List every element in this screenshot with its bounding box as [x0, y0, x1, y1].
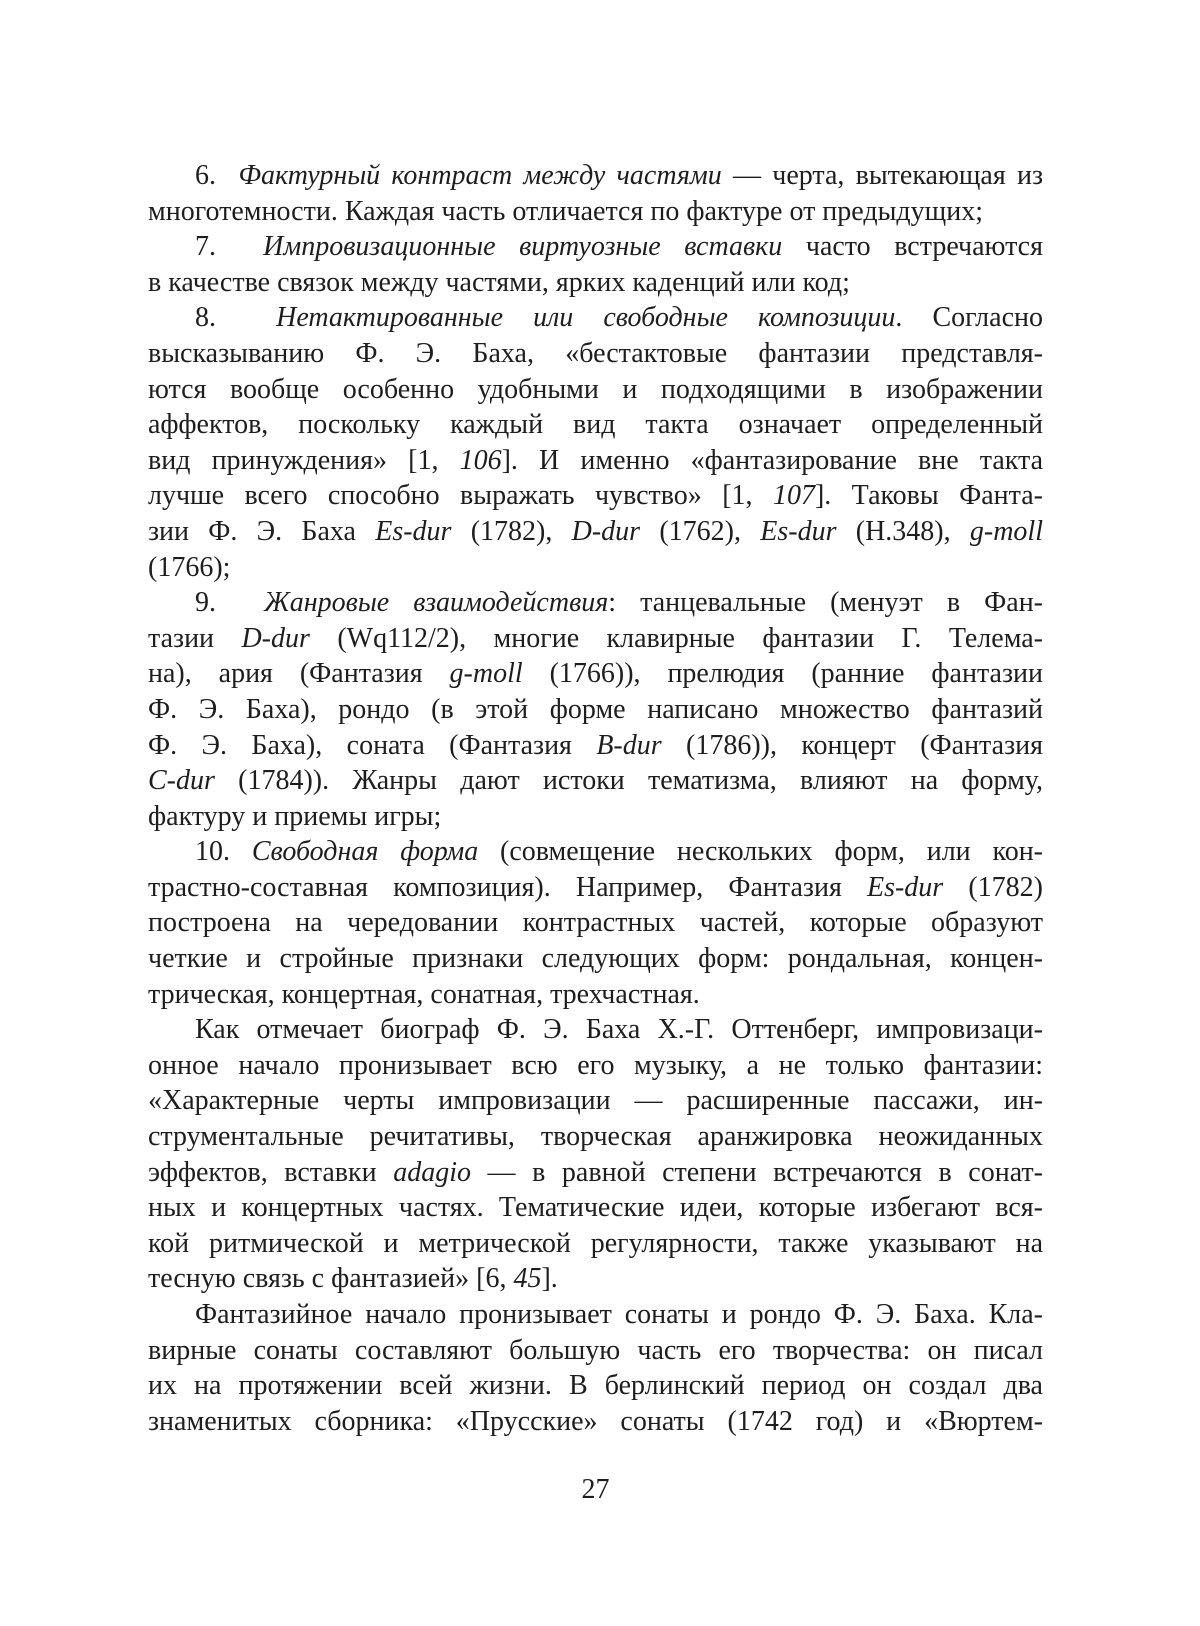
- text-line: [148, 158, 1043, 194]
- text-line: [148, 728, 1043, 764]
- text-run: вид принуждения» [1,: [148, 444, 460, 476]
- text-run: трастно-составная композиция). Например, Фантазия: [148, 871, 867, 903]
- text-run: «Характерные черты импровизации — расширенные пассажи, ин-: [148, 1085, 1043, 1117]
- italic-text-run: C-dur: [148, 765, 215, 797]
- text-line: [148, 1333, 1043, 1369]
- italic-text-run: Es-dur: [760, 515, 837, 547]
- italic-text-run: Es-dur: [866, 871, 944, 903]
- italic-text-run: Свободная форма: [251, 836, 479, 868]
- italic-text-run: 107: [772, 480, 815, 512]
- text-line: [148, 300, 1043, 336]
- text-run: 10.: [195, 836, 252, 868]
- text-line: [148, 692, 1043, 728]
- text-run: ных и концертных частях. Тематические идеи, которые избегают вся-: [148, 1192, 1043, 1224]
- text-run: вирные сонаты составляют большую часть его творчества: он писал: [148, 1334, 1043, 1366]
- text-run: струментальные речитативы, творческая аранжировка неожиданных: [148, 1121, 1043, 1153]
- italic-text-run: D-dur: [241, 622, 310, 654]
- text-line: [148, 1155, 1043, 1191]
- text-line: [148, 763, 1043, 799]
- text-line: [148, 1404, 1043, 1440]
- text-run: на), ария (Фантазия: [148, 658, 450, 690]
- text-line: [148, 194, 1043, 230]
- text-line: [148, 265, 1043, 301]
- text-line: [148, 478, 1043, 514]
- italic-text-run: Фактурный контраст между частями: [238, 160, 722, 191]
- italic-text-run: B-dur: [596, 729, 662, 761]
- text-run: четкие и стройные признаки следующих форм: рондальная, концен-: [148, 943, 1043, 975]
- text-run: высказыванию Ф. Э. Баха, «бестактовые фантазии представля-: [148, 337, 1043, 369]
- text-run: аффектов, поскольку каждый вид такта означает определенный: [148, 409, 1043, 441]
- text-line: [148, 870, 1043, 906]
- text-line: [148, 656, 1043, 692]
- italic-text-run: 45: [513, 1263, 542, 1295]
- text-line: [148, 834, 1043, 870]
- text-run: — в равной степени встречаются в сонат-: [470, 1156, 1043, 1188]
- text-run: . Согласно: [895, 302, 1043, 334]
- text-run: (1786)), концерт (Фантазия: [661, 729, 1043, 761]
- text-line: [148, 1083, 1043, 1119]
- text-line: [148, 977, 1043, 1013]
- text-run: 8.: [195, 302, 277, 334]
- text-run: (1782),: [451, 515, 572, 547]
- text-run: ]. И именно «фантазирование вне такта: [501, 444, 1043, 476]
- italic-text-run: D-dur: [571, 515, 641, 547]
- text-run: трическая, концертная, сонатная, трехчастная.: [148, 978, 700, 1010]
- text-run: эффектов, вставки: [148, 1156, 394, 1188]
- italic-text-run: adagio: [393, 1156, 471, 1188]
- text-run: тазии: [148, 622, 242, 654]
- text-run: 9.: [195, 587, 265, 619]
- text-run: ются вообще особенно удобными и подходящими в изображении: [148, 373, 1043, 405]
- text-run: построена на чередовании контрастных частей, которые образуют: [148, 907, 1043, 939]
- text-line: [148, 941, 1043, 977]
- text-line: [148, 372, 1043, 408]
- text-run: 7.: [195, 231, 264, 263]
- text-run: (1766)), прелюдия (ранние фантазии: [522, 658, 1043, 690]
- text-line: [148, 336, 1043, 372]
- italic-text-run: Жанровые взаимодействия: [264, 587, 609, 619]
- text-run: (H.348),: [836, 515, 970, 547]
- text-line: [148, 407, 1043, 443]
- text-line: [148, 585, 1043, 621]
- text-run: : танцевальные (менуэт в Фан-: [608, 587, 1043, 619]
- text-run: (1766);: [148, 551, 231, 583]
- italic-text-run: Импровизационные виртуозные вставки: [263, 231, 783, 263]
- italic-text-run: g-moll: [449, 658, 523, 690]
- italic-text-run: 106: [459, 444, 502, 476]
- text-run: лучше всего способно выражать чувство» [1,: [148, 480, 773, 512]
- text-block: [148, 158, 1043, 1439]
- text-run: многотемности. Каждая часть отличается по фактуре от предыдущих;: [148, 195, 983, 227]
- text-run: — черта, вытекающая из: [721, 160, 1043, 191]
- text-run: Ф. Э. Баха), соната (Фантазия: [148, 729, 597, 761]
- italic-text-run: g-moll: [969, 515, 1043, 547]
- text-line: [148, 621, 1043, 657]
- text-run: 6.: [195, 160, 239, 191]
- text-line: [148, 1226, 1043, 1262]
- text-run: (совмещение нескольких форм, или кон-: [478, 836, 1043, 868]
- text-line: [148, 443, 1043, 479]
- text-line: [148, 1297, 1043, 1333]
- text-line: [148, 1261, 1043, 1297]
- text-line: [148, 229, 1043, 265]
- text-line: [148, 1048, 1043, 1084]
- text-line: [148, 1012, 1043, 1048]
- text-line: [148, 905, 1043, 941]
- italic-text-run: Es-dur: [375, 515, 452, 547]
- text-run: Фантазийное начало пронизывает сонаты и рондо Ф. Э. Баха. Кла-: [195, 1299, 1043, 1330]
- text-run: знаменитых сборника: «Прусские» сонаты (1742 год) и «Вюртем-: [148, 1405, 1043, 1437]
- text-run: тесную связь с фантазией» [6,: [148, 1263, 514, 1295]
- text-run: (1782): [943, 871, 1043, 903]
- text-run: (1784)). Жанры дают истоки тематизма, влияют на форму,: [214, 765, 1043, 797]
- text-line: [148, 1190, 1043, 1226]
- text-line: [148, 1368, 1043, 1404]
- page-number: 27: [581, 1474, 610, 1506]
- text-run: ]. Таковы Фанта-: [814, 480, 1043, 512]
- text-run: ].: [541, 1263, 558, 1295]
- text-run: Ф. Э. Баха), рондо (в этой форме написано множество фантазий: [148, 693, 1043, 725]
- text-run: в качестве связок между частями, ярких каденций или код;: [148, 266, 850, 298]
- text-run: (1762),: [640, 515, 761, 547]
- text-line: [148, 514, 1043, 550]
- text-run: часто встречаются: [782, 231, 1043, 263]
- text-line: [148, 799, 1043, 835]
- italic-text-run: Нетактированные или свободные композиции: [276, 302, 896, 334]
- text-run: кой ритмической и метрической регулярности, также указывают на: [148, 1227, 1043, 1259]
- text-run: (Wq112/2), многие клавирные фантазии Г. Телема-: [309, 622, 1043, 654]
- text-line: [148, 550, 1043, 586]
- text-run: зии Ф. Э. Баха: [148, 515, 376, 547]
- text-line: [148, 1119, 1043, 1155]
- text-run: их на протяжении всей жизни. В берлинский период он создал два: [148, 1370, 1043, 1402]
- text-run: Как отмечает биограф Ф. Э. Баха Х.-Г. Оттенберг, импровизаци-: [195, 1014, 1043, 1046]
- text-run: фактуру и приемы игры;: [148, 800, 442, 832]
- text-run: онное начало пронизывает всю его музыку, а не только фантазии:: [148, 1049, 1043, 1081]
